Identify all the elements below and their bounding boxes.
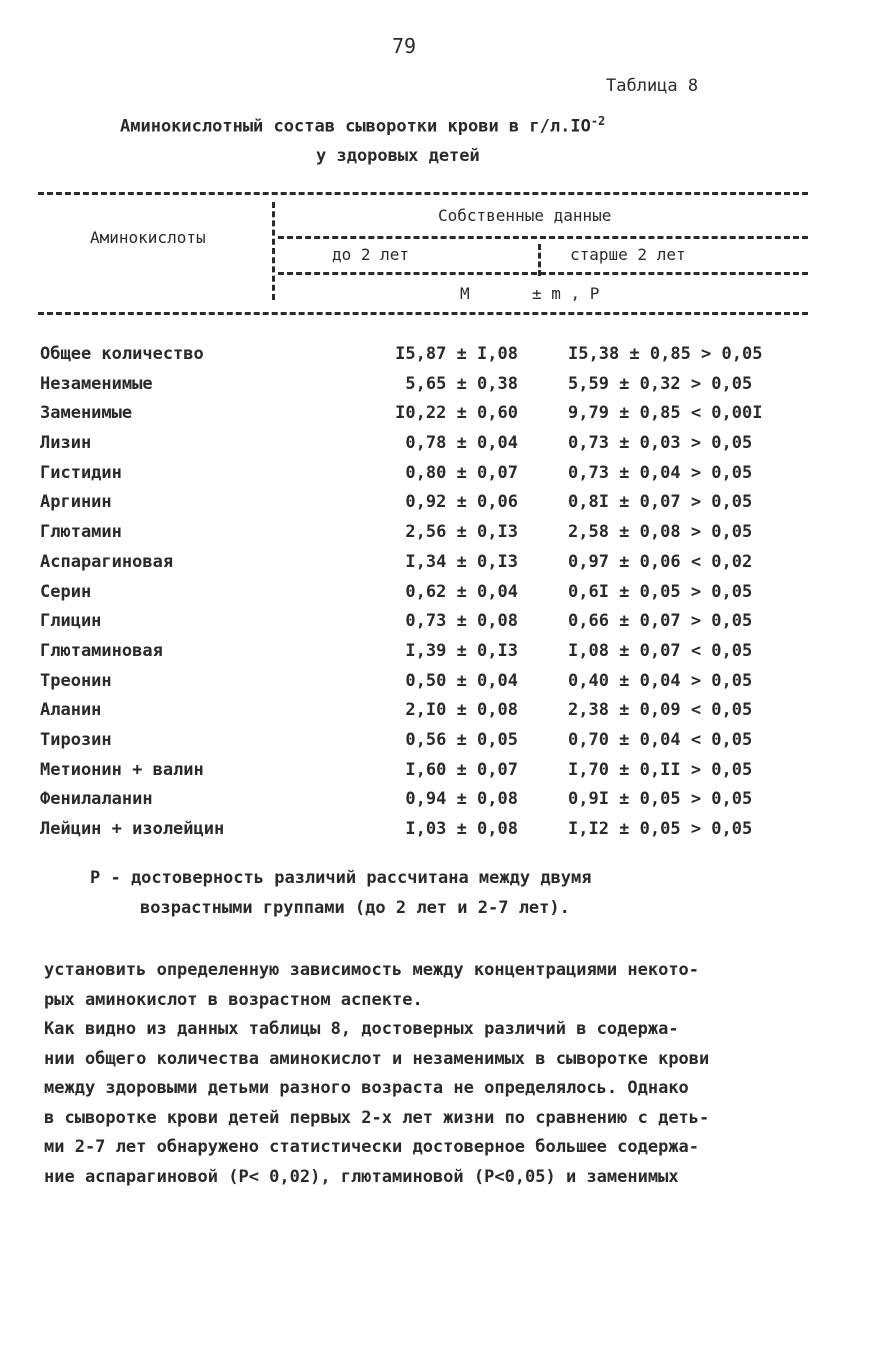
table-subtitle: у здоровых детей: [316, 146, 480, 166]
table-label: Таблица 8: [606, 76, 699, 96]
body-line: ние аспарагиновой (Р< 0,02), глютаминовой (Р<0,05) и заменимых: [44, 1166, 679, 1187]
table-title: [120, 114, 605, 137]
row-value-over-2: 9,79 ± 0,85 < 0,00I: [568, 403, 763, 424]
row-value-under-2: 0,80 ± 0,07: [405, 462, 518, 483]
row-value-over-2: 0,66 ± 0,07 > 0,05: [568, 611, 753, 632]
header-rule-2: [278, 272, 808, 275]
row-value-under-2: 5,65 ± 0,38: [405, 373, 518, 394]
page-number: 79: [392, 34, 417, 58]
row-value-over-2: 0,73 ± 0,03 > 0,05: [568, 433, 753, 454]
table-row: [40, 518, 810, 548]
header-amino-acids: Аминокислоты: [90, 228, 206, 247]
row-name: Глютаминовая: [40, 640, 163, 661]
row-value-over-2: 5,59 ± 0,32 > 0,05: [568, 373, 753, 394]
row-value-over-2: 0,40 ± 0,04 > 0,05: [568, 670, 753, 691]
row-name: Аргинин: [40, 492, 112, 513]
table-title-text: Аминокислотный состав сыворотки крови в г/л.IO: [120, 116, 591, 137]
row-value-over-2: 0,73 ± 0,04 > 0,05: [568, 462, 753, 483]
row-value-under-2: 2,56 ± 0,I3: [405, 522, 518, 543]
body-line: в сыворотке крови детей первых 2-х лет жизни по сравнению с деть-: [44, 1107, 710, 1128]
row-value-under-2: I,60 ± 0,07: [405, 759, 518, 780]
row-value-under-2: I5,87 ± I,08: [395, 344, 518, 364]
header-over-2: старше 2 лет: [570, 245, 686, 264]
row-value-over-2: 0,9I ± 0,05 > 0,05: [568, 789, 753, 810]
table-row: [40, 667, 810, 697]
header-divider-vertical: [272, 202, 275, 300]
row-value-over-2: 2,58 ± 0,08 > 0,05: [568, 522, 753, 543]
table-row: [40, 459, 810, 489]
row-value-over-2: 0,97 ± 0,06 < 0,02: [568, 551, 753, 572]
row-value-under-2: I,34 ± 0,I3: [405, 551, 518, 572]
body-line: Как видно из данных таблицы 8, достоверных различий в содержа-: [44, 1019, 679, 1039]
row-name: Фенилаланин: [40, 789, 153, 810]
row-value-under-2: 0,62 ± 0,04: [405, 581, 518, 602]
body-line: рых аминокислот в возрастном аспекте.: [44, 989, 423, 1010]
row-name: Гистидин: [40, 462, 122, 483]
header-own-data: Собственные данные: [438, 206, 612, 225]
table-top-rule: [38, 192, 808, 195]
row-value-over-2: I,08 ± 0,07 < 0,05: [568, 640, 753, 661]
row-name: Метионин + валин: [40, 759, 204, 780]
row-name: Аспарагиновая: [40, 551, 174, 572]
row-value-under-2: 0,94 ± 0,08: [405, 789, 518, 810]
row-value-over-2: I,70 ± 0,II > 0,05: [568, 759, 753, 780]
row-name: Лизин: [40, 433, 92, 454]
row-value-over-2: 2,38 ± 0,09 < 0,05: [568, 700, 753, 721]
row-value-under-2: 2,I0 ± 0,08: [405, 700, 518, 721]
table-row: [40, 488, 810, 518]
table-row: [40, 340, 810, 370]
row-name: Незаменимые: [40, 373, 153, 394]
row-value-over-2: 0,6I ± 0,05 > 0,05: [568, 581, 753, 602]
body-line: ми 2-7 лет обнаружено статистически достоверное большее содержа-: [44, 1137, 700, 1157]
row-value-under-2: 0,92 ± 0,06: [405, 492, 518, 513]
header-under-2: до 2 лет: [332, 245, 410, 264]
footnote-line-1: Р - достоверность различий рассчитана между двумя: [90, 868, 592, 888]
body-line: установить определенную зависимость между концентрациями некото-: [44, 960, 700, 980]
table-row: [40, 756, 810, 786]
row-name: Тирозин: [40, 729, 112, 750]
row-name: Лейцин + изолейцин: [40, 819, 225, 839]
table-row: [40, 370, 810, 400]
table-row: [40, 637, 810, 667]
row-value-over-2: 0,8I ± 0,07 > 0,05: [568, 492, 753, 513]
table-row: [40, 548, 810, 578]
row-value-under-2: 0,56 ± 0,05: [405, 729, 518, 750]
row-value-over-2: I,I2 ± 0,05 > 0,05: [568, 819, 753, 839]
table-row: [40, 785, 810, 815]
row-value-under-2: I,03 ± 0,08: [405, 819, 518, 839]
table-row: [40, 578, 810, 608]
body-paragraph: [44, 956, 844, 1192]
header-rule-1: [278, 236, 808, 239]
title-exponent: -2: [590, 114, 606, 128]
table-row: [40, 399, 810, 429]
row-name: Аланин: [40, 700, 102, 721]
row-name: Треонин: [40, 670, 112, 691]
row-value-under-2: I,39 ± 0,I3: [405, 640, 518, 661]
row-value-under-2: 0,50 ± 0,04: [405, 670, 518, 691]
header-m: М: [460, 284, 470, 303]
table-header-bottom-rule: [38, 312, 808, 315]
table-row: [40, 815, 810, 845]
table-row: [40, 726, 810, 756]
body-line: между здоровыми детьми разного возраста не определялось. Однако: [44, 1078, 689, 1098]
row-name: Глицин: [40, 611, 102, 632]
header-pm-p: ± m , P: [532, 284, 600, 303]
body-line: нии общего количества аминокислот и незаменимых в сыворотке крови: [44, 1048, 710, 1069]
row-name: Серин: [40, 581, 92, 602]
row-value-under-2: 0,73 ± 0,08: [405, 611, 518, 632]
row-name: Заменимые: [40, 403, 133, 424]
row-value-over-2: 0,70 ± 0,04 < 0,05: [568, 729, 753, 750]
table-row: [40, 429, 810, 459]
row-value-under-2: 0,78 ± 0,04: [405, 433, 518, 454]
row-name: Глютамин: [40, 522, 122, 543]
footnote-line-2: возрастными группами (до 2 лет и 2-7 лет).: [140, 898, 570, 918]
row-name: Общее количество: [40, 344, 204, 364]
table-row: [40, 607, 810, 637]
row-value-over-2: I5,38 ± 0,85 > 0,05: [568, 344, 763, 364]
table-body: [40, 340, 810, 845]
row-value-under-2: I0,22 ± 0,60: [395, 403, 518, 424]
table-row: [40, 696, 810, 726]
